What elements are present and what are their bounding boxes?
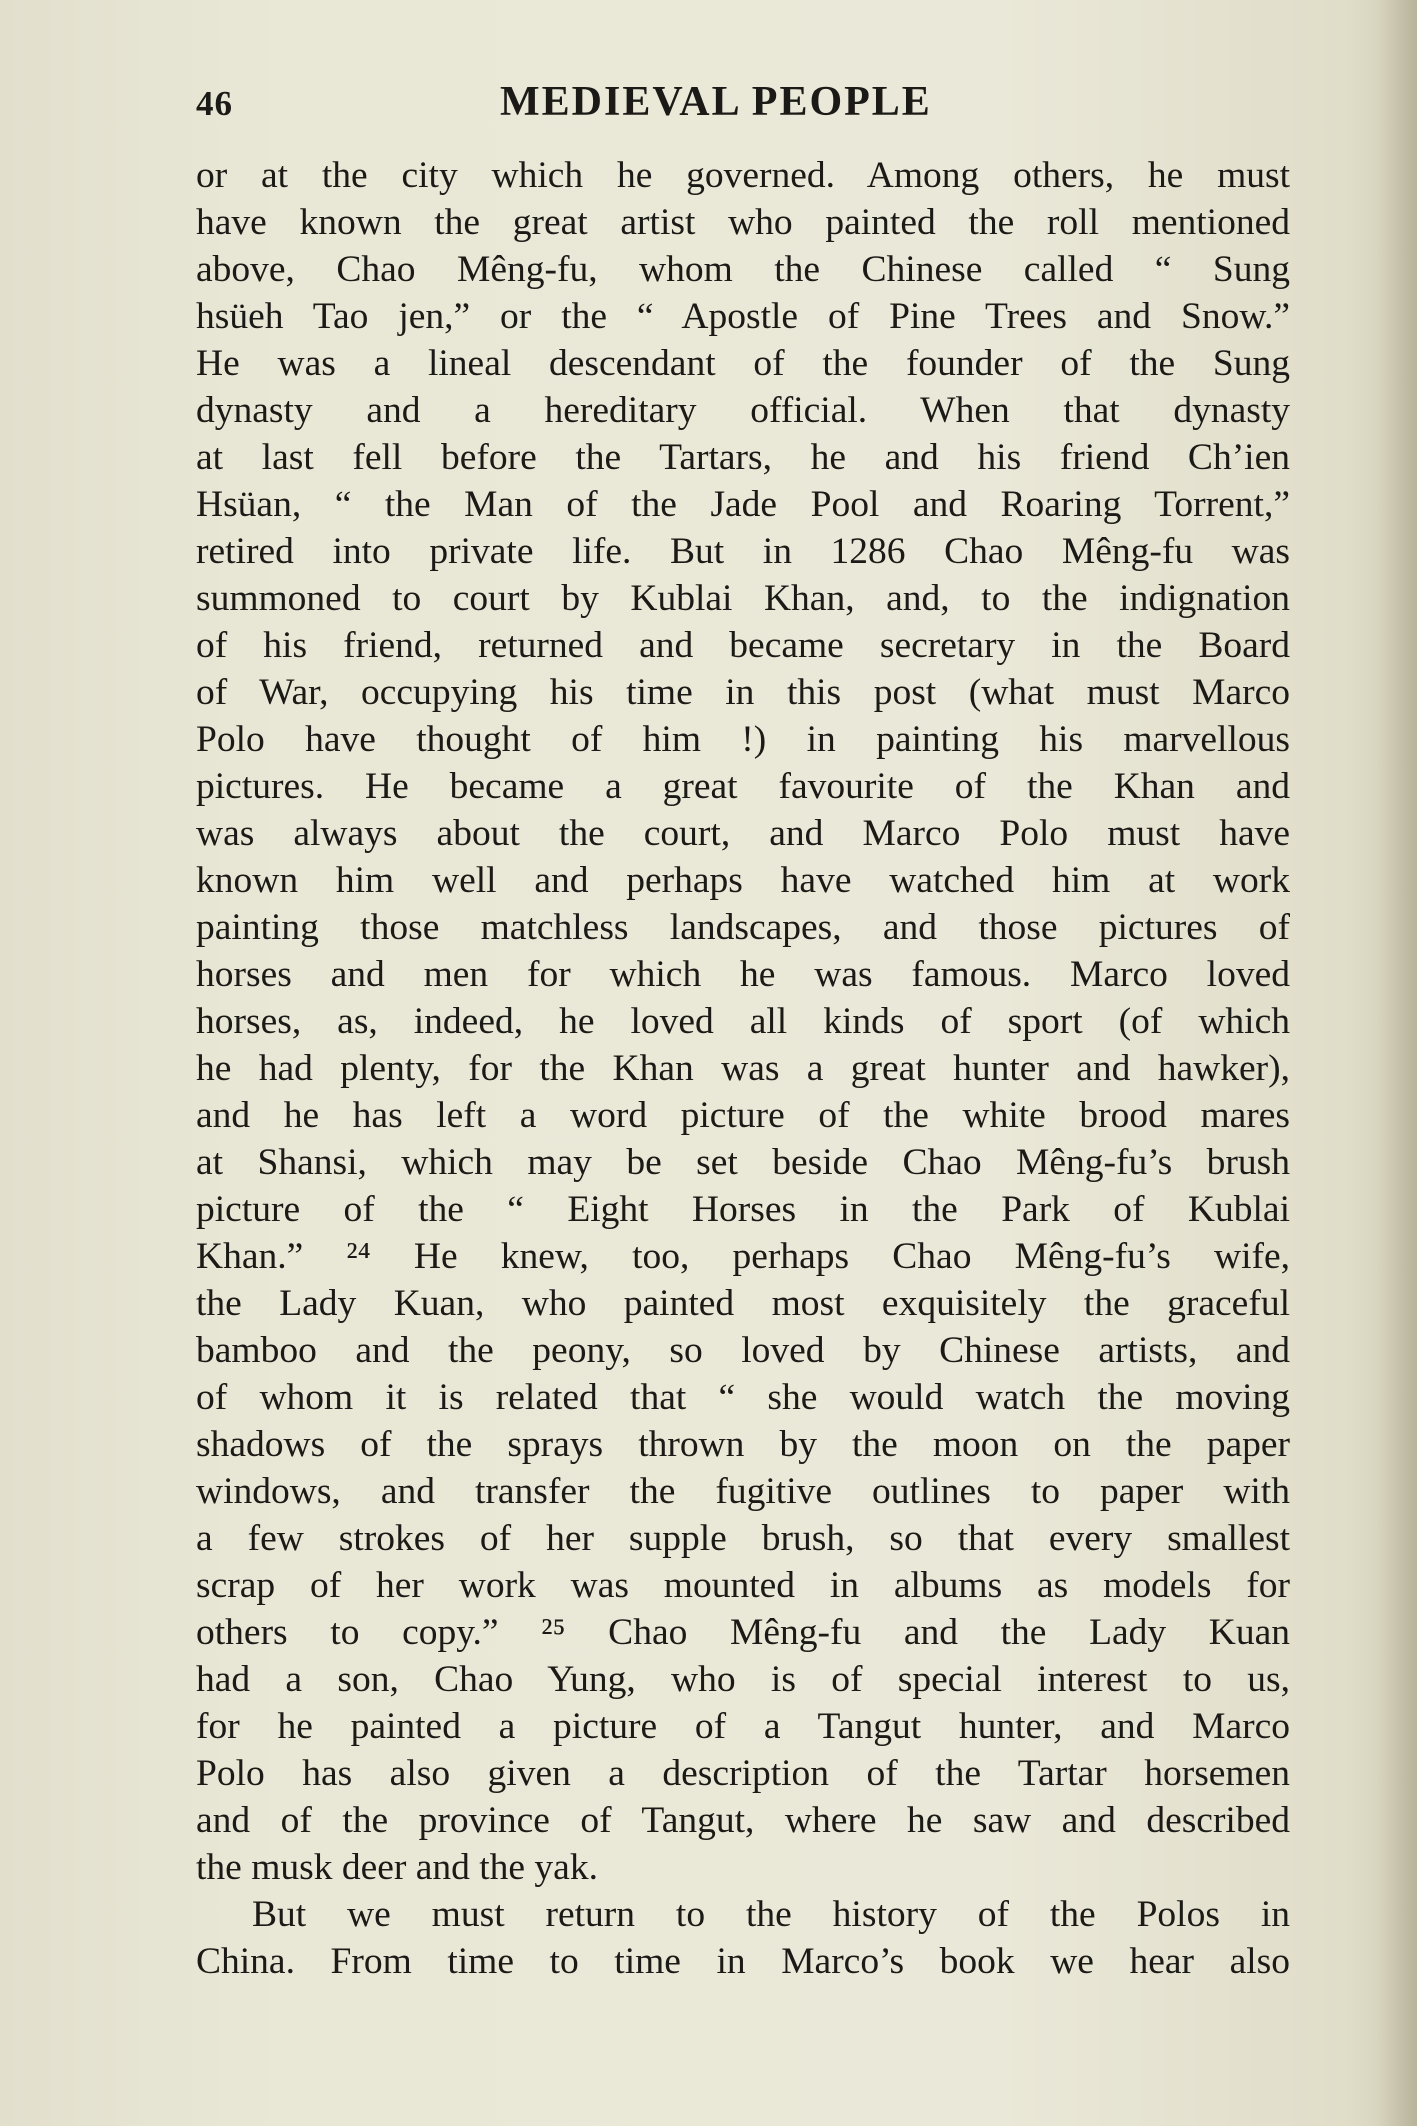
text-line: and he has left a word picture of the white brood mares <box>196 1095 1290 1136</box>
text-line: of whom it is related that “ she would watch the moving <box>196 1377 1290 1418</box>
text-line: for he painted a picture of a Tangut hunter, and Marco <box>196 1706 1290 1747</box>
text-line: horses, as, indeed, he loved all kinds of sport (of which <box>196 1001 1290 1042</box>
text-line: Polo have thought of him !) in painting his marvellous <box>196 719 1290 760</box>
text-line: the Lady Kuan, who painted most exquisitely the graceful <box>196 1283 1290 1324</box>
text-line: was always about the court, and Marco Polo must have <box>196 813 1290 854</box>
text-line: at Shansi, which may be set beside Chao Mêng-fu’s brush <box>196 1142 1290 1183</box>
text-line: scrap of her work was mounted in albums as models for <box>196 1565 1290 1606</box>
page-number: 46 <box>196 84 233 123</box>
text-line: painting those matchless landscapes, and those pictures of <box>196 907 1290 948</box>
text-line: or at the city which he governed. Among others, he must <box>196 155 1290 196</box>
body-text <box>196 152 1290 1985</box>
page-edge-shadow <box>1377 0 1417 2126</box>
text-line: summoned to court by Kublai Khan, and, to the indignation <box>196 578 1290 619</box>
text-line: and of the province of Tangut, where he saw and described <box>196 1800 1290 1841</box>
text-line: of his friend, returned and became secretary in the Board <box>196 625 1290 666</box>
paragraph-last-line: the musk deer and the yak. <box>196 1847 598 1888</box>
text-line: he had plenty, for the Khan was a great hunter and hawker), <box>196 1048 1290 1089</box>
text-line: Hsüan, “ the Man of the Jade Pool and Roaring Torrent,” <box>196 484 1290 525</box>
text-line: of War, occupying his time in this post (what must Marco <box>196 672 1290 713</box>
text-line: known him well and perhaps have watched him at work <box>196 860 1290 901</box>
text-line: had a son, Chao Yung, who is of special interest to us, <box>196 1659 1290 1700</box>
text-line: pictures. He became a great favourite of the Khan and <box>196 766 1290 807</box>
text-line: hsüeh Tao jen,” or the “ Apostle of Pine Trees and Snow.” <box>196 296 1290 337</box>
page-header <box>196 78 1276 138</box>
text-line: retired into private life. But in 1286 Chao Mêng-fu was <box>196 531 1290 572</box>
text-line: bamboo and the peony, so loved by Chinese artists, and <box>196 1330 1290 1371</box>
text-line: horses and men for which he was famous. Marco loved <box>196 954 1290 995</box>
text-line: others to copy.” ²⁵ Chao Mêng-fu and the Lady Kuan <box>196 1612 1290 1653</box>
text-line: windows, and transfer the fugitive outlines to paper with <box>196 1471 1290 1512</box>
text-line: Polo has also given a description of the Tartar horsemen <box>196 1753 1290 1794</box>
text-line: dynasty and a hereditary official. When that dynasty <box>196 390 1290 431</box>
paragraph-first-line: But we must return to the history of the Polos in <box>252 1894 1290 1935</box>
text-line: China. From time to time in Marco’s book we hear also <box>196 1941 1290 1982</box>
text-line: He was a lineal descendant of the founder of the Sung <box>196 343 1290 384</box>
text-line: Khan.” ²⁴ He knew, too, perhaps Chao Mêng-fu’s wife, <box>196 1236 1290 1277</box>
text-line: shadows of the sprays thrown by the moon on the paper <box>196 1424 1290 1465</box>
text-line: picture of the “ Eight Horses in the Park of Kublai <box>196 1189 1290 1230</box>
text-line: at last fell before the Tartars, he and his friend Ch’ien <box>196 437 1290 478</box>
running-head: MEDIEVAL PEOPLE <box>500 79 932 125</box>
text-line: above, Chao Mêng-fu, whom the Chinese called “ Sung <box>196 249 1290 290</box>
text-line: have known the great artist who painted the roll mentioned <box>196 202 1290 243</box>
text-line: a few strokes of her supple brush, so that every smallest <box>196 1518 1290 1559</box>
